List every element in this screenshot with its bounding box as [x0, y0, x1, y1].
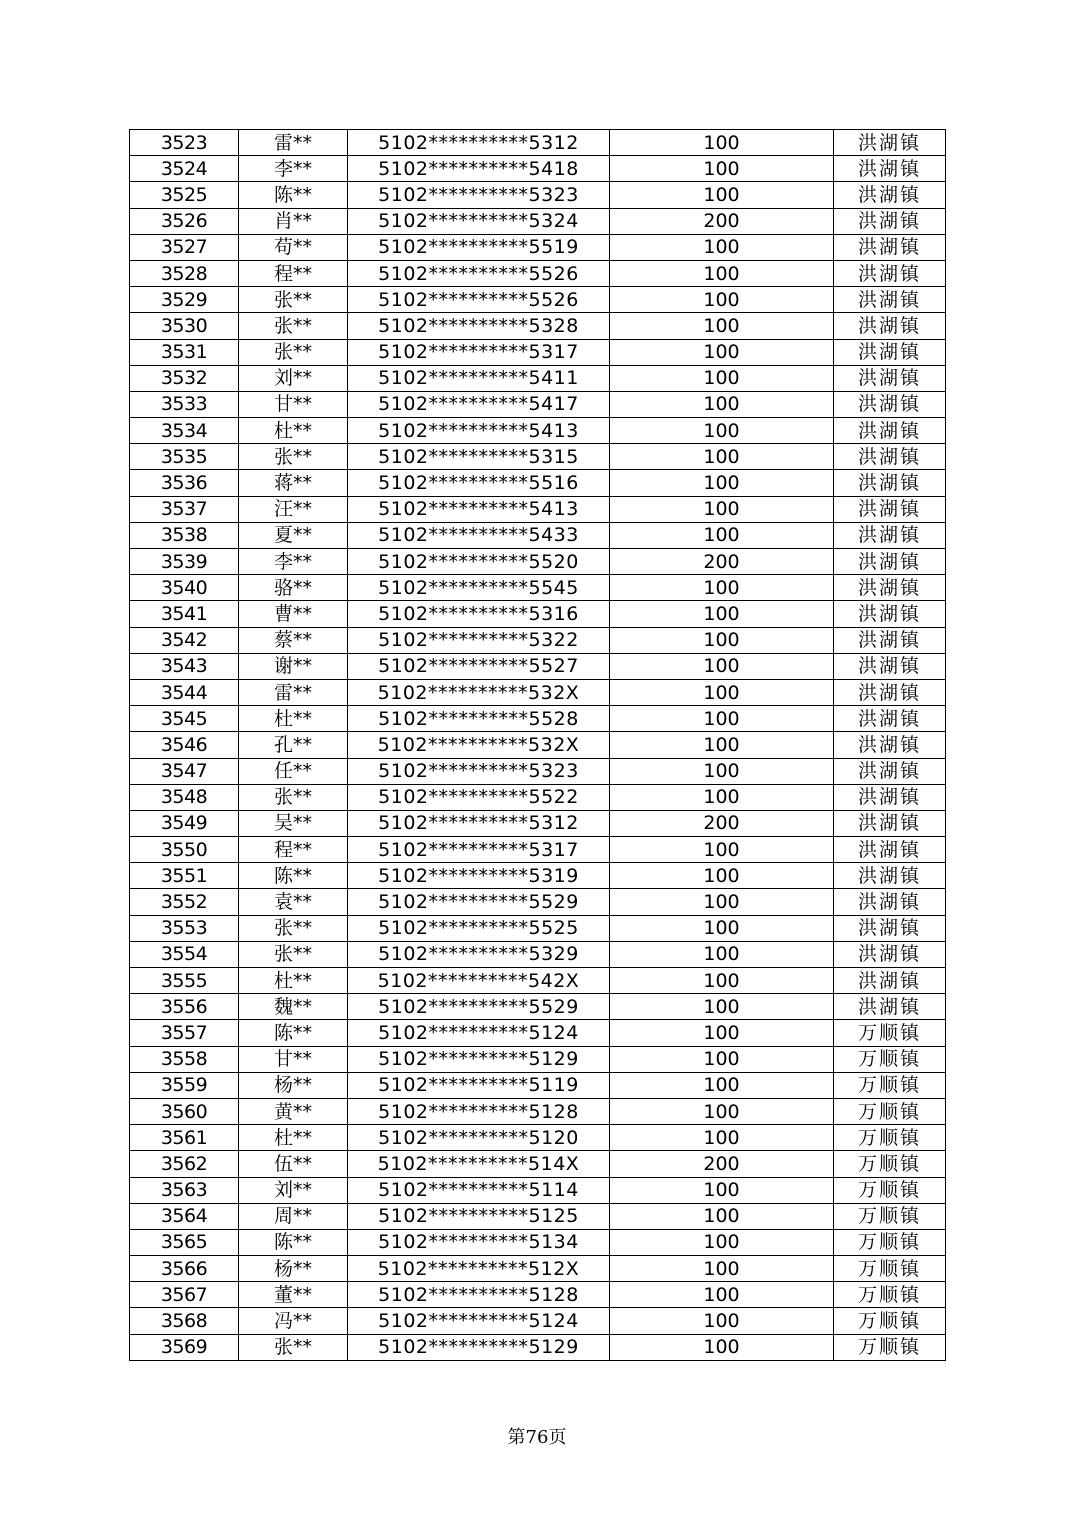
table-row — [130, 706, 946, 732]
amount-cell: 100 — [610, 182, 834, 208]
amount-cell: 100 — [610, 627, 834, 653]
table-row — [130, 313, 946, 339]
town-cell: 洪湖镇 — [834, 391, 946, 417]
amount-cell: 200 — [610, 208, 834, 234]
serial-number-cell: 3543 — [130, 653, 239, 679]
table-row — [130, 863, 946, 889]
town-cell: 万顺镇 — [834, 1072, 946, 1098]
table-row — [130, 1308, 946, 1334]
town-cell: 洪湖镇 — [834, 549, 946, 575]
serial-number-cell: 3528 — [130, 260, 239, 286]
id-number-cell: 5102**********5128 — [348, 1282, 610, 1308]
name-cell: 甘** — [239, 391, 348, 417]
name-cell: 张** — [239, 941, 348, 967]
town-cell: 洪湖镇 — [834, 130, 946, 156]
id-number-cell: 5102**********5323 — [348, 758, 610, 784]
table-row — [130, 810, 946, 836]
serial-number-cell: 3548 — [130, 784, 239, 810]
serial-number-cell: 3550 — [130, 837, 239, 863]
table-row — [130, 1046, 946, 1072]
table-row — [130, 1256, 946, 1282]
name-cell: 陈** — [239, 1020, 348, 1046]
town-cell: 洪湖镇 — [834, 365, 946, 391]
table-row — [130, 889, 946, 915]
amount-cell: 100 — [610, 365, 834, 391]
table-row — [130, 784, 946, 810]
amount-cell: 100 — [610, 1098, 834, 1124]
serial-number-cell: 3541 — [130, 601, 239, 627]
table-row — [130, 679, 946, 705]
table-row — [130, 182, 946, 208]
town-cell: 万顺镇 — [834, 1177, 946, 1203]
table-row — [130, 575, 946, 601]
amount-cell: 100 — [610, 1046, 834, 1072]
amount-cell: 100 — [610, 496, 834, 522]
name-cell: 蒋** — [239, 470, 348, 496]
table-row — [130, 1125, 946, 1151]
name-cell: 雷** — [239, 130, 348, 156]
id-number-cell: 5102**********5322 — [348, 627, 610, 653]
name-cell: 苟** — [239, 234, 348, 260]
name-cell: 肖** — [239, 208, 348, 234]
name-cell: 刘** — [239, 1177, 348, 1203]
amount-cell: 100 — [610, 339, 834, 365]
town-cell: 洪湖镇 — [834, 208, 946, 234]
table-row — [130, 287, 946, 313]
serial-number-cell: 3529 — [130, 287, 239, 313]
serial-number-cell: 3565 — [130, 1229, 239, 1255]
amount-cell: 100 — [610, 234, 834, 260]
name-cell: 吴** — [239, 810, 348, 836]
amount-cell: 100 — [610, 601, 834, 627]
amount-cell: 100 — [610, 470, 834, 496]
table-row — [130, 1072, 946, 1098]
serial-number-cell: 3558 — [130, 1046, 239, 1072]
serial-number-cell: 3569 — [130, 1334, 239, 1360]
amount-cell: 100 — [610, 679, 834, 705]
serial-number-cell: 3562 — [130, 1151, 239, 1177]
id-number-cell: 5102**********5319 — [348, 863, 610, 889]
table-row — [130, 496, 946, 522]
id-number-cell: 5102**********5312 — [348, 810, 610, 836]
town-cell: 洪湖镇 — [834, 601, 946, 627]
town-cell: 洪湖镇 — [834, 679, 946, 705]
serial-number-cell: 3526 — [130, 208, 239, 234]
name-cell: 陈** — [239, 1229, 348, 1255]
serial-number-cell: 3533 — [130, 391, 239, 417]
page-number: 第76页 — [507, 1427, 567, 1448]
table-row — [130, 653, 946, 679]
id-number-cell: 5102**********5114 — [348, 1177, 610, 1203]
name-cell: 甘** — [239, 1046, 348, 1072]
name-cell: 杨** — [239, 1072, 348, 1098]
table-row — [130, 130, 946, 156]
amount-cell: 100 — [610, 1334, 834, 1360]
table-row — [130, 365, 946, 391]
amount-cell: 100 — [610, 1203, 834, 1229]
amount-cell: 100 — [610, 968, 834, 994]
amount-cell: 200 — [610, 549, 834, 575]
town-cell: 洪湖镇 — [834, 653, 946, 679]
id-number-cell: 5102**********5527 — [348, 653, 610, 679]
amount-cell: 100 — [610, 863, 834, 889]
name-cell: 杜** — [239, 1125, 348, 1151]
table-body — [130, 130, 946, 1361]
table-row — [130, 915, 946, 941]
amount-cell: 100 — [610, 1308, 834, 1334]
table-row — [130, 601, 946, 627]
name-cell: 李** — [239, 156, 348, 182]
town-cell: 万顺镇 — [834, 1020, 946, 1046]
serial-number-cell: 3564 — [130, 1203, 239, 1229]
town-cell: 洪湖镇 — [834, 889, 946, 915]
amount-cell: 100 — [610, 653, 834, 679]
table-row — [130, 837, 946, 863]
table-row — [130, 941, 946, 967]
name-cell: 冯** — [239, 1308, 348, 1334]
town-cell: 万顺镇 — [834, 1098, 946, 1124]
id-number-cell: 5102**********5529 — [348, 889, 610, 915]
amount-cell: 100 — [610, 418, 834, 444]
name-cell: 夏** — [239, 522, 348, 548]
table-row — [130, 470, 946, 496]
town-cell: 万顺镇 — [834, 1229, 946, 1255]
id-number-cell: 5102**********5128 — [348, 1098, 610, 1124]
amount-cell: 100 — [610, 1125, 834, 1151]
id-number-cell: 5102**********5417 — [348, 391, 610, 417]
id-number-cell: 5102**********5529 — [348, 994, 610, 1020]
id-number-cell: 5102**********5124 — [348, 1020, 610, 1046]
id-number-cell: 5102**********5124 — [348, 1308, 610, 1334]
id-number-cell: 5102**********542X — [348, 968, 610, 994]
name-cell: 雷** — [239, 679, 348, 705]
id-number-cell: 5102**********5418 — [348, 156, 610, 182]
name-cell: 张** — [239, 339, 348, 365]
id-number-cell: 5102**********5312 — [348, 130, 610, 156]
name-cell: 谢** — [239, 653, 348, 679]
table-row — [130, 1229, 946, 1255]
id-number-cell: 5102**********532X — [348, 732, 610, 758]
table-row — [130, 758, 946, 784]
amount-cell: 100 — [610, 837, 834, 863]
serial-number-cell: 3523 — [130, 130, 239, 156]
table-row — [130, 522, 946, 548]
serial-number-cell: 3540 — [130, 575, 239, 601]
table-row — [130, 627, 946, 653]
id-number-cell: 5102**********5411 — [348, 365, 610, 391]
serial-number-cell: 3532 — [130, 365, 239, 391]
serial-number-cell: 3568 — [130, 1308, 239, 1334]
town-cell: 洪湖镇 — [834, 287, 946, 313]
town-cell: 万顺镇 — [834, 1282, 946, 1308]
id-number-cell: 5102**********5129 — [348, 1046, 610, 1072]
amount-cell: 100 — [610, 313, 834, 339]
table-row — [130, 549, 946, 575]
table-row — [130, 1203, 946, 1229]
name-cell: 曹** — [239, 601, 348, 627]
name-cell: 张** — [239, 287, 348, 313]
id-number-cell: 5102**********5129 — [348, 1334, 610, 1360]
town-cell: 洪湖镇 — [834, 339, 946, 365]
id-number-cell: 5102**********5528 — [348, 706, 610, 732]
amount-cell: 100 — [610, 784, 834, 810]
town-cell: 万顺镇 — [834, 1203, 946, 1229]
town-cell: 洪湖镇 — [834, 313, 946, 339]
serial-number-cell: 3556 — [130, 994, 239, 1020]
serial-number-cell: 3542 — [130, 627, 239, 653]
id-number-cell: 5102**********5516 — [348, 470, 610, 496]
town-cell: 万顺镇 — [834, 1125, 946, 1151]
serial-number-cell: 3559 — [130, 1072, 239, 1098]
amount-cell: 100 — [610, 1072, 834, 1098]
amount-cell: 100 — [610, 287, 834, 313]
serial-number-cell: 3547 — [130, 758, 239, 784]
id-number-cell: 5102**********5120 — [348, 1125, 610, 1151]
id-number-cell: 5102**********5324 — [348, 208, 610, 234]
amount-cell: 100 — [610, 260, 834, 286]
serial-number-cell: 3539 — [130, 549, 239, 575]
id-number-cell: 5102**********5315 — [348, 444, 610, 470]
town-cell: 洪湖镇 — [834, 784, 946, 810]
amount-cell: 100 — [610, 444, 834, 470]
name-cell: 张** — [239, 313, 348, 339]
table-row — [130, 234, 946, 260]
serial-number-cell: 3555 — [130, 968, 239, 994]
town-cell: 洪湖镇 — [834, 156, 946, 182]
table-row — [130, 156, 946, 182]
town-cell: 洪湖镇 — [834, 706, 946, 732]
serial-number-cell: 3535 — [130, 444, 239, 470]
amount-cell: 100 — [610, 391, 834, 417]
town-cell: 洪湖镇 — [834, 496, 946, 522]
name-cell: 程** — [239, 837, 348, 863]
serial-number-cell: 3561 — [130, 1125, 239, 1151]
id-number-cell: 5102**********5317 — [348, 837, 610, 863]
serial-number-cell: 3530 — [130, 313, 239, 339]
amount-cell: 100 — [610, 732, 834, 758]
town-cell: 万顺镇 — [834, 1256, 946, 1282]
town-cell: 洪湖镇 — [834, 994, 946, 1020]
id-number-cell: 5102**********512X — [348, 1256, 610, 1282]
serial-number-cell: 3525 — [130, 182, 239, 208]
serial-number-cell: 3544 — [130, 679, 239, 705]
name-cell: 袁** — [239, 889, 348, 915]
table-row — [130, 1151, 946, 1177]
serial-number-cell: 3536 — [130, 470, 239, 496]
id-number-cell: 5102**********5526 — [348, 287, 610, 313]
id-number-cell: 5102**********5525 — [348, 915, 610, 941]
town-cell: 万顺镇 — [834, 1151, 946, 1177]
serial-number-cell: 3567 — [130, 1282, 239, 1308]
id-number-cell: 5102**********5545 — [348, 575, 610, 601]
amount-cell: 100 — [610, 758, 834, 784]
town-cell: 洪湖镇 — [834, 234, 946, 260]
name-cell: 陈** — [239, 182, 348, 208]
town-cell: 万顺镇 — [834, 1046, 946, 1072]
serial-number-cell: 3551 — [130, 863, 239, 889]
id-number-cell: 5102**********5526 — [348, 260, 610, 286]
id-number-cell: 5102**********5433 — [348, 522, 610, 548]
town-cell: 洪湖镇 — [834, 418, 946, 444]
serial-number-cell: 3537 — [130, 496, 239, 522]
serial-number-cell: 3563 — [130, 1177, 239, 1203]
amount-cell: 100 — [610, 706, 834, 732]
name-cell: 杨** — [239, 1256, 348, 1282]
table-row — [130, 260, 946, 286]
id-number-cell: 5102**********532X — [348, 679, 610, 705]
serial-number-cell: 3554 — [130, 941, 239, 967]
name-cell: 刘** — [239, 365, 348, 391]
name-cell: 张** — [239, 444, 348, 470]
serial-number-cell: 3553 — [130, 915, 239, 941]
town-cell: 洪湖镇 — [834, 444, 946, 470]
name-cell: 张** — [239, 915, 348, 941]
serial-number-cell: 3557 — [130, 1020, 239, 1046]
serial-number-cell: 3527 — [130, 234, 239, 260]
town-cell: 洪湖镇 — [834, 627, 946, 653]
table-row — [130, 339, 946, 365]
town-cell: 洪湖镇 — [834, 758, 946, 784]
town-cell: 洪湖镇 — [834, 915, 946, 941]
id-number-cell: 5102**********5329 — [348, 941, 610, 967]
amount-cell: 100 — [610, 994, 834, 1020]
town-cell: 洪湖镇 — [834, 470, 946, 496]
table-row — [130, 732, 946, 758]
name-cell: 任** — [239, 758, 348, 784]
id-number-cell: 5102**********5323 — [348, 182, 610, 208]
id-number-cell: 5102**********5328 — [348, 313, 610, 339]
name-cell: 张** — [239, 1334, 348, 1360]
amount-cell: 100 — [610, 915, 834, 941]
table-row — [130, 1334, 946, 1360]
serial-number-cell: 3552 — [130, 889, 239, 915]
id-number-cell: 5102**********5413 — [348, 496, 610, 522]
subsidy-list-table — [129, 129, 946, 1361]
amount-cell: 100 — [610, 156, 834, 182]
amount-cell: 100 — [610, 1229, 834, 1255]
name-cell: 周** — [239, 1203, 348, 1229]
amount-cell: 200 — [610, 1151, 834, 1177]
town-cell: 万顺镇 — [834, 1308, 946, 1334]
id-number-cell: 5102**********5522 — [348, 784, 610, 810]
name-cell: 董** — [239, 1282, 348, 1308]
table-row — [130, 968, 946, 994]
name-cell: 张** — [239, 784, 348, 810]
name-cell: 杜** — [239, 418, 348, 444]
name-cell: 蔡** — [239, 627, 348, 653]
town-cell: 洪湖镇 — [834, 968, 946, 994]
table-row — [130, 208, 946, 234]
table-row — [130, 1020, 946, 1046]
id-number-cell: 5102**********5134 — [348, 1229, 610, 1255]
table-row — [130, 391, 946, 417]
id-number-cell: 5102**********5119 — [348, 1072, 610, 1098]
amount-cell: 100 — [610, 522, 834, 548]
name-cell: 黄** — [239, 1098, 348, 1124]
amount-cell: 100 — [610, 1020, 834, 1046]
town-cell: 洪湖镇 — [834, 575, 946, 601]
serial-number-cell: 3560 — [130, 1098, 239, 1124]
town-cell: 洪湖镇 — [834, 182, 946, 208]
serial-number-cell: 3524 — [130, 156, 239, 182]
town-cell: 洪湖镇 — [834, 837, 946, 863]
amount-cell: 200 — [610, 810, 834, 836]
name-cell: 杜** — [239, 968, 348, 994]
town-cell: 洪湖镇 — [834, 810, 946, 836]
serial-number-cell: 3534 — [130, 418, 239, 444]
id-number-cell: 5102**********5125 — [348, 1203, 610, 1229]
name-cell: 伍** — [239, 1151, 348, 1177]
town-cell: 万顺镇 — [834, 1334, 946, 1360]
serial-number-cell: 3545 — [130, 706, 239, 732]
town-cell: 洪湖镇 — [834, 260, 946, 286]
id-number-cell: 5102**********5317 — [348, 339, 610, 365]
amount-cell: 100 — [610, 1256, 834, 1282]
name-cell: 程** — [239, 260, 348, 286]
town-cell: 洪湖镇 — [834, 522, 946, 548]
id-number-cell: 5102**********5520 — [348, 549, 610, 575]
name-cell: 孔** — [239, 732, 348, 758]
id-number-cell: 5102**********5413 — [348, 418, 610, 444]
town-cell: 洪湖镇 — [834, 732, 946, 758]
serial-number-cell: 3546 — [130, 732, 239, 758]
amount-cell: 100 — [610, 575, 834, 601]
table-row — [130, 444, 946, 470]
name-cell: 杜** — [239, 706, 348, 732]
id-number-cell: 5102**********5519 — [348, 234, 610, 260]
name-cell: 李** — [239, 549, 348, 575]
town-cell: 洪湖镇 — [834, 941, 946, 967]
amount-cell: 100 — [610, 1177, 834, 1203]
amount-cell: 100 — [610, 130, 834, 156]
id-number-cell: 5102**********514X — [348, 1151, 610, 1177]
town-cell: 洪湖镇 — [834, 863, 946, 889]
amount-cell: 100 — [610, 889, 834, 915]
table-row — [130, 418, 946, 444]
table-row — [130, 1098, 946, 1124]
name-cell: 骆** — [239, 575, 348, 601]
table-row — [130, 1282, 946, 1308]
table-row — [130, 1177, 946, 1203]
id-number-cell: 5102**********5316 — [348, 601, 610, 627]
amount-cell: 100 — [610, 1282, 834, 1308]
name-cell: 陈** — [239, 863, 348, 889]
serial-number-cell: 3566 — [130, 1256, 239, 1282]
serial-number-cell: 3531 — [130, 339, 239, 365]
name-cell: 魏** — [239, 994, 348, 1020]
table-row — [130, 994, 946, 1020]
serial-number-cell: 3549 — [130, 810, 239, 836]
name-cell: 汪** — [239, 496, 348, 522]
amount-cell: 100 — [610, 941, 834, 967]
serial-number-cell: 3538 — [130, 522, 239, 548]
